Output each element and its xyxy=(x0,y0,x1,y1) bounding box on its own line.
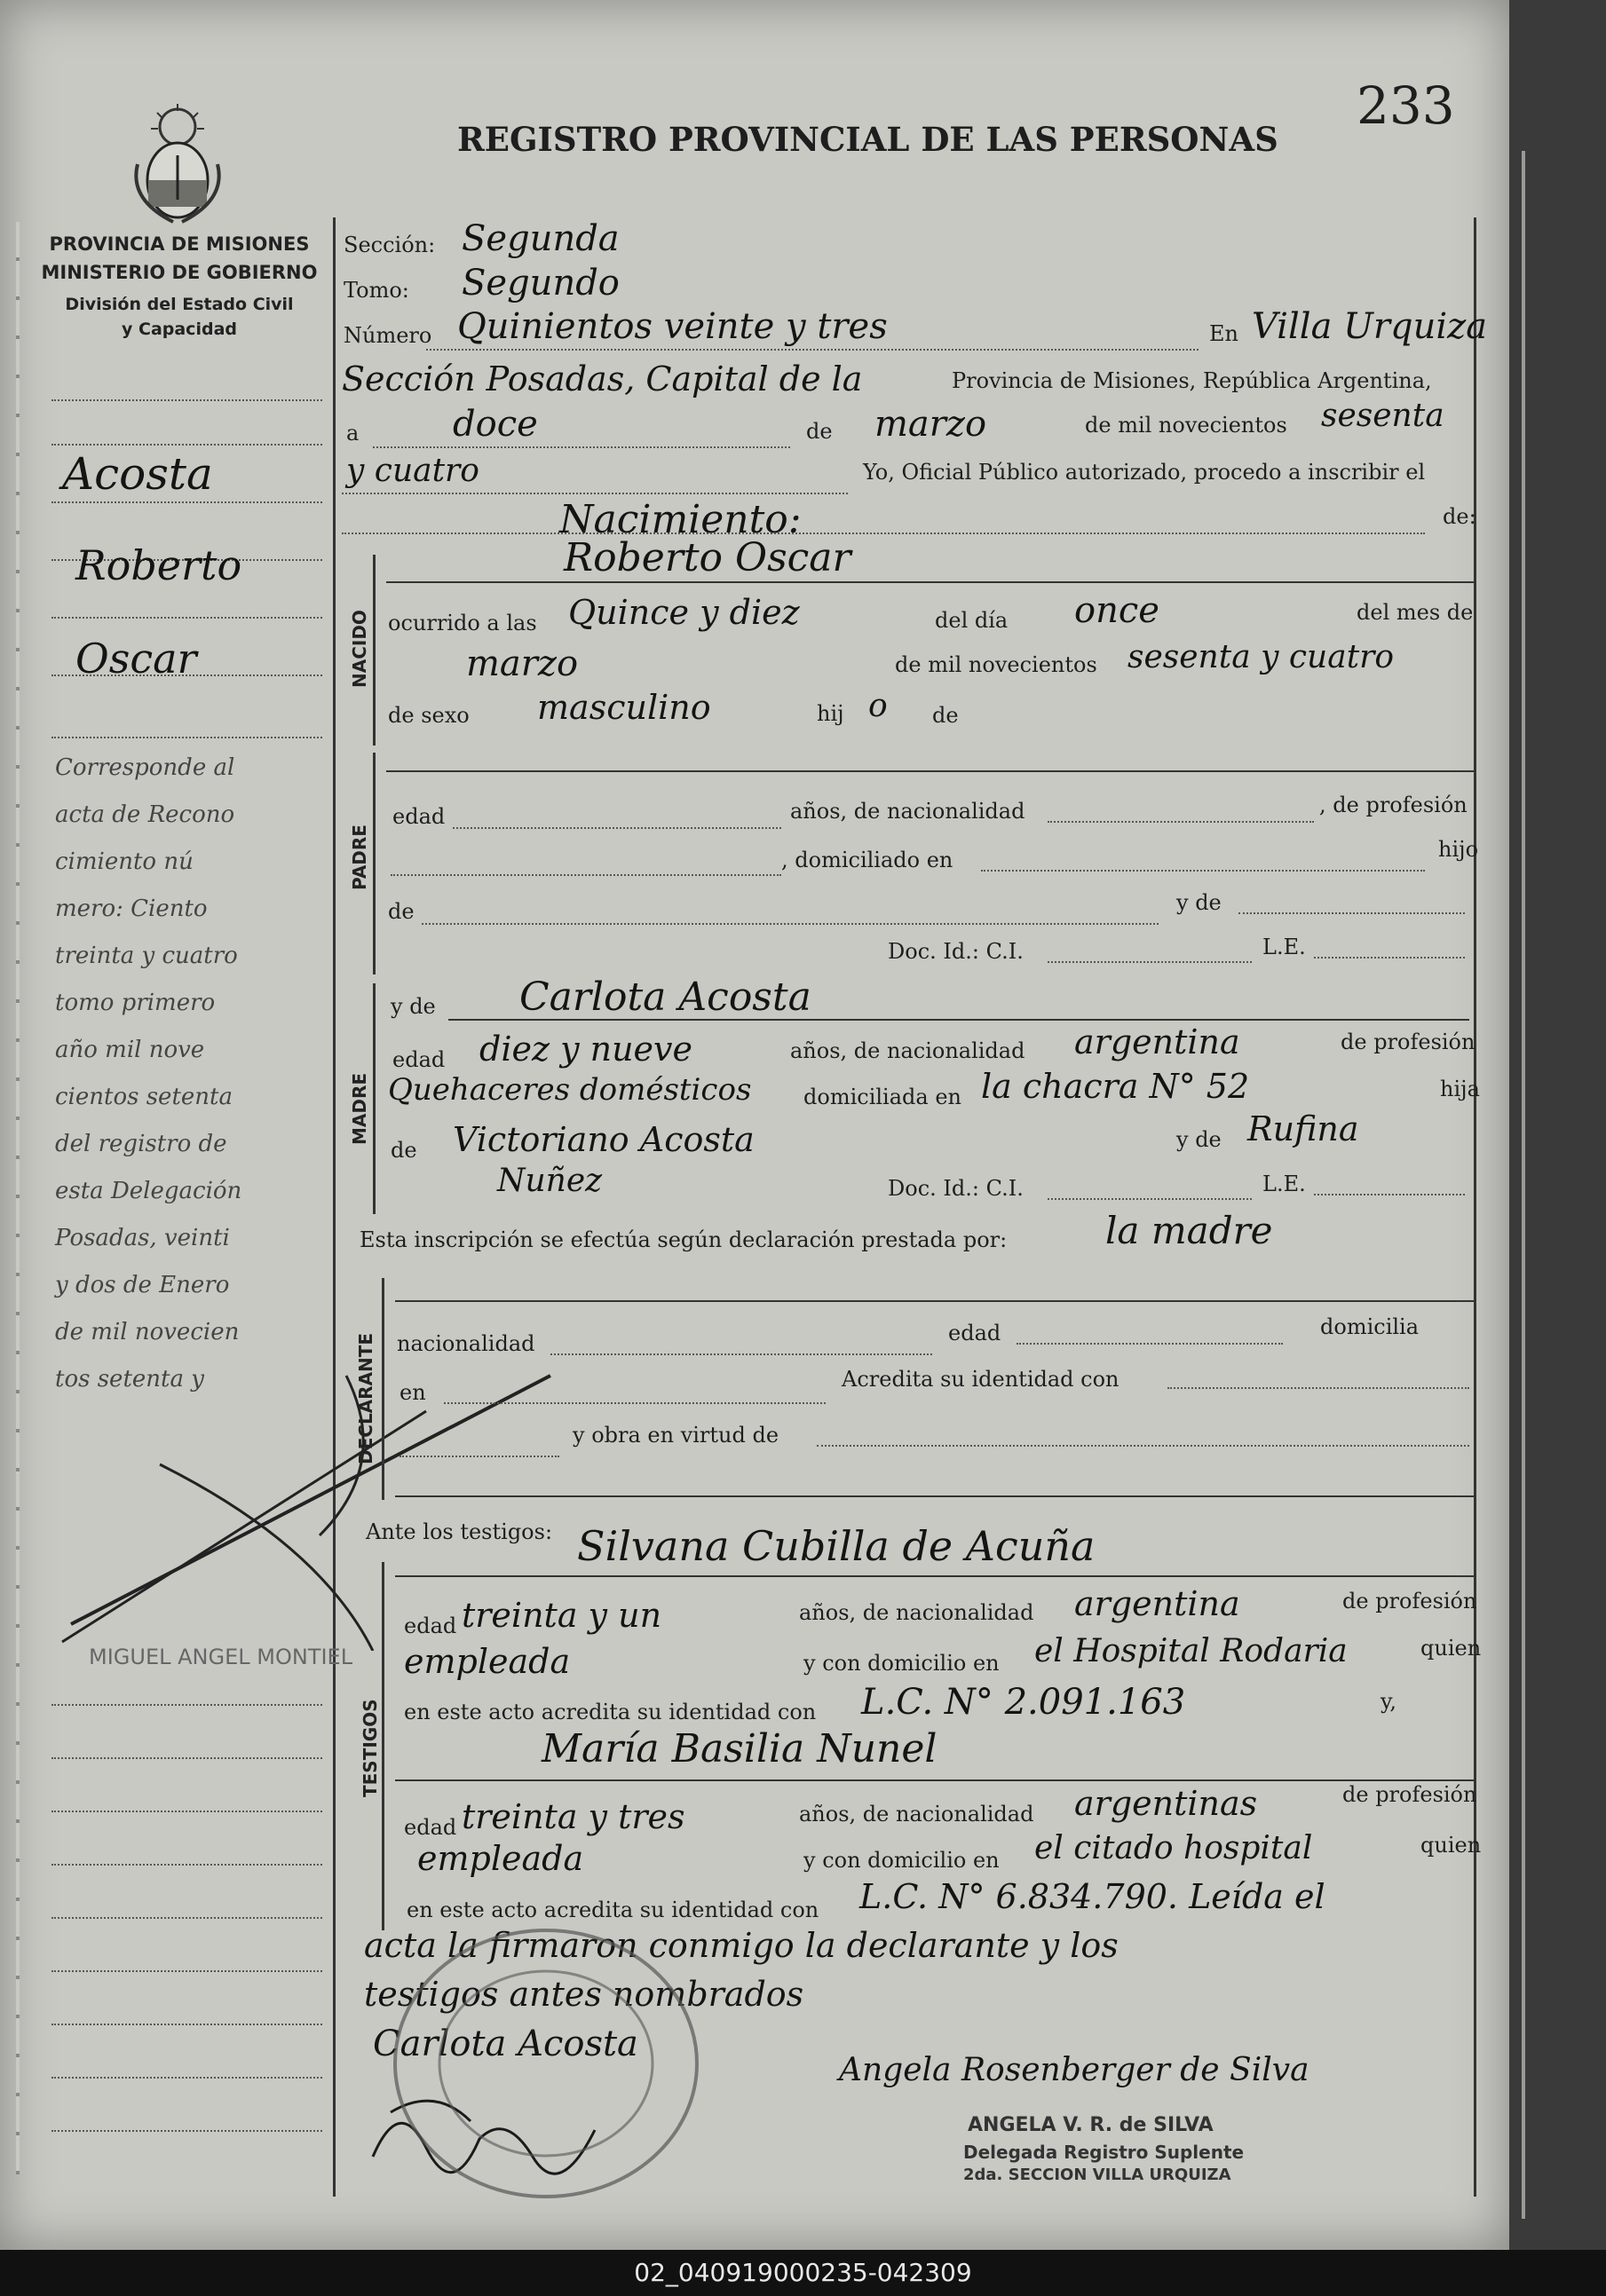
testigo-2-nombre: María Basilia Nunel xyxy=(542,1726,937,1771)
testigo-1-edad: treinta y un xyxy=(462,1596,662,1635)
province-heading: PROVINCIA DE MISIONES xyxy=(49,233,310,255)
mes-value: marzo xyxy=(874,404,987,445)
margin-stamp: MIGUEL ANGEL MONTIEL xyxy=(89,1645,353,1669)
padre-le-label: L.E. xyxy=(1262,935,1306,959)
madre-hija-label: hija xyxy=(1440,1077,1480,1101)
numero-label: Número xyxy=(344,323,432,348)
testigo-2-edad-label: edad xyxy=(404,1815,457,1840)
padre-domiciliado-label: , domiciliado en xyxy=(781,848,953,872)
padre-edad-line xyxy=(453,827,781,829)
madre-nacionalidad: argentina xyxy=(1074,1022,1240,1061)
inscripcion-text: Esta inscripción se efectúa según declaración prestada por: xyxy=(360,1227,1008,1252)
testigo-2-domicilio: el citado hospital xyxy=(1034,1830,1313,1866)
margin-note-line: de mil novecien xyxy=(55,1319,240,1345)
margin-note-line: tomo primero xyxy=(55,990,216,1016)
hora-value: Quince y diez xyxy=(568,593,800,632)
mil-text: de mil novecientos xyxy=(1085,413,1287,438)
hijo-label: hij xyxy=(817,701,844,726)
padre-le-line xyxy=(1314,957,1465,959)
margin-line xyxy=(51,1917,322,1919)
testigo-1-anios-label: años, de nacionalidad xyxy=(799,1600,1034,1625)
binding-edge xyxy=(16,222,20,2174)
margin-line xyxy=(51,399,322,401)
testigo-2-nacionalidad: argentinas xyxy=(1074,1784,1258,1823)
padre-dom-line xyxy=(981,870,1425,872)
mes-nacimiento: marzo xyxy=(466,643,579,684)
sexo-label: de sexo xyxy=(388,703,470,728)
testigo-2-profesion-label: de profesión xyxy=(1342,1782,1477,1807)
declarante-en-line xyxy=(444,1402,826,1404)
margin-note-line: treinta y cuatro xyxy=(55,943,238,969)
margin-surname: Acosta xyxy=(62,448,213,500)
margin-note-line: cimiento nú xyxy=(55,848,194,875)
yo-text: Yo, Oficial Público autorizado, procedo a inscribir el xyxy=(863,460,1426,485)
margin-note-line: Corresponde al xyxy=(55,754,235,781)
madre-label: MADRE xyxy=(349,1072,370,1145)
mil-novecientos-label: de mil novecientos xyxy=(895,652,1097,677)
madre-le-label: L.E. xyxy=(1262,1172,1306,1196)
madre-domicilio: la chacra N° 52 xyxy=(981,1067,1250,1106)
madre-doc-line xyxy=(1048,1198,1252,1200)
declarante-nacionalidad-label: nacionalidad xyxy=(397,1331,535,1356)
padre-hijo-label: hijo xyxy=(1438,837,1479,862)
stamp-line-3: 2da. SECCION VILLA URQUIZA xyxy=(963,2166,1231,2184)
declarante-bracket xyxy=(382,1278,384,1500)
testigo-2-anios-label: años, de nacionalidad xyxy=(799,1802,1034,1827)
anio-value-2: y cuatro xyxy=(346,453,479,489)
margin-line xyxy=(51,617,322,619)
padre-de-label: de xyxy=(388,899,415,924)
acto-line xyxy=(342,533,1425,534)
padre-anios-label: años, de nacionalidad xyxy=(790,799,1025,824)
scan-right-border xyxy=(1509,0,1606,2250)
margin-line xyxy=(51,1970,322,1972)
division-heading: División del Estado Civil xyxy=(65,295,294,314)
stamp-line-2: Delegada Registro Suplente xyxy=(963,2142,1245,2163)
ministry-heading: MINISTERIO DE GOBIERNO xyxy=(41,262,318,283)
numero-value: Quinientos veinte y tres xyxy=(457,306,888,347)
anio-value-1: sesenta xyxy=(1321,398,1444,434)
dia-value: doce xyxy=(453,404,538,445)
margin-note-line: mero: Ciento xyxy=(55,896,208,922)
madre-madre-de-1: Rufina xyxy=(1247,1109,1359,1148)
madre-edad: diez y nueve xyxy=(479,1030,693,1069)
padre-edad-label: edad xyxy=(392,804,446,829)
seccion-label: Sección: xyxy=(344,233,436,257)
official-seal-icon xyxy=(382,1917,710,2210)
nacido-label: NACIDO xyxy=(349,610,370,688)
del-dia-label: del día xyxy=(935,608,1009,633)
anio-line xyxy=(342,493,848,494)
dia-nacimiento: once xyxy=(1074,590,1159,631)
testigo-1-quien-label: quien xyxy=(1420,1636,1482,1661)
seccion-localidad: Sección Posadas, Capital de la xyxy=(342,359,863,398)
madre-edad-label: edad xyxy=(392,1047,446,1072)
declarante-domicilia-label: domicilia xyxy=(1320,1314,1420,1339)
testigo-2-domicilio-label: y con domicilio en xyxy=(803,1848,1000,1873)
dia-line xyxy=(373,446,790,448)
madre-bracket xyxy=(373,983,376,1214)
testigo-1-edad-label: edad xyxy=(404,1614,457,1638)
margin-name-1: Roberto xyxy=(75,541,242,589)
margin-note-line: acta de Recono xyxy=(55,801,235,828)
capacity-heading: y Capacidad xyxy=(122,320,237,339)
en-value: Villa Urquiza xyxy=(1252,306,1488,347)
declarante-acredita-label: Acredita su identidad con xyxy=(842,1367,1119,1392)
testigo-1-acredita-label: en este acto acredita su identidad con xyxy=(404,1700,817,1724)
madre-de-label: de xyxy=(391,1138,417,1163)
margin-name-2: Oscar xyxy=(75,635,197,682)
file-id-footer: 02_040919000235-042309 xyxy=(0,2250,1606,2296)
en-label: En xyxy=(1209,321,1238,346)
testigo-2-quien-label: quien xyxy=(1420,1833,1482,1858)
padre-de-line xyxy=(422,923,1159,925)
margin-line xyxy=(51,2024,322,2025)
declarante-obra-label: y obra en virtud de xyxy=(573,1423,779,1448)
nacido-bracket xyxy=(373,555,376,746)
testigo-2-nombre-line xyxy=(395,1779,1474,1781)
padre-nac-line xyxy=(1048,821,1314,823)
nacido-de-label: de xyxy=(932,703,959,728)
seccion-value: Segunda xyxy=(462,218,620,259)
testigo-2-acredita-label: en este acto acredita su identidad con xyxy=(407,1898,819,1922)
madre-y-de2-label: y de xyxy=(1176,1127,1222,1152)
madre-nombre-line xyxy=(448,1019,1469,1021)
anio-nacimiento: sesenta y cuatro xyxy=(1127,639,1395,675)
padre-bracket xyxy=(373,753,376,974)
closing-line-1: acta la firmaron conmigo la declarante y los xyxy=(364,1926,1119,1965)
declarante-acredita-line xyxy=(1167,1387,1469,1389)
madre-domiciliada-label: domiciliada en xyxy=(803,1085,961,1109)
page-number: 233 xyxy=(1357,75,1455,136)
madre-y-de-label: y de xyxy=(391,994,436,1019)
testigo-1-nombre-line xyxy=(395,1575,1474,1577)
de-label: de xyxy=(806,419,833,444)
padre-prof-line xyxy=(391,874,781,876)
testigo-1-documento: L.C. N° 2.091.163 xyxy=(861,1682,1186,1723)
madre-anios-label: años, de nacionalidad xyxy=(790,1038,1025,1063)
main-frame-left xyxy=(333,217,336,2197)
margin-line xyxy=(51,1757,322,1759)
testigo-1-profesion: empleada xyxy=(404,1642,571,1681)
document-title: REGISTRO PROVINCIAL DE LAS PERSONAS xyxy=(457,120,1278,159)
padre-y-de-label: y de xyxy=(1176,890,1222,915)
testigo-1-domicilio: el Hospital Rodaria xyxy=(1034,1633,1348,1669)
padre-profesion-label: , de profesión xyxy=(1319,793,1468,817)
testigos-label: TESTIGOS xyxy=(360,1699,381,1797)
margin-line xyxy=(51,2077,322,2079)
padre-doc-line xyxy=(1048,961,1252,963)
testigo-1-y-label: y, xyxy=(1381,1689,1396,1714)
margin-note-line: y dos de Enero xyxy=(55,1272,230,1298)
ante-testigos-label: Ante los testigos: xyxy=(366,1519,553,1544)
nacido-nombre: Roberto Oscar xyxy=(564,535,851,580)
margin-note-line: esta Delegación xyxy=(55,1178,242,1204)
testigo-1-domicilio-label: y con domicilio en xyxy=(803,1651,1000,1676)
testigo-1-nacionalidad: argentina xyxy=(1074,1584,1240,1623)
margin-note-line: cientos setenta xyxy=(55,1084,233,1110)
margin-line xyxy=(51,1864,322,1866)
padre-y-de-line xyxy=(1238,912,1465,914)
a-label: a xyxy=(346,421,360,446)
madre-le-line xyxy=(1314,1194,1465,1195)
testigos-bracket xyxy=(382,1562,384,1930)
madre-profesion: Quehaceres domésticos xyxy=(388,1072,752,1108)
testigo-2-documento: L.C. N° 6.834.790. Leída el xyxy=(859,1877,1325,1916)
sexo-value: masculino xyxy=(537,688,711,727)
margin-line xyxy=(51,737,322,738)
declarante-nac-line xyxy=(550,1353,932,1355)
padre-label: PADRE xyxy=(349,825,370,890)
closing-line-2: testigos antes nombrados xyxy=(364,1975,804,2014)
hijo-value: o xyxy=(868,688,888,724)
margin-note-line: Posadas, veinti xyxy=(55,1225,230,1251)
madre-profesion-label: de profesión xyxy=(1341,1030,1475,1054)
margin-line xyxy=(51,1704,322,1706)
margin-line xyxy=(51,444,322,446)
margin-line xyxy=(51,1811,322,1812)
testigo-2-edad: treinta y tres xyxy=(462,1797,685,1836)
madre-doc-label: Doc. Id.: C.I. xyxy=(888,1176,1024,1201)
del-mes-label: del mes de xyxy=(1357,600,1474,625)
coat-of-arms-icon xyxy=(129,102,226,226)
declarante-line-2 xyxy=(400,1456,559,1457)
declarante-label: DECLARANTE xyxy=(355,1332,376,1464)
testigo-2-profesion: empleada xyxy=(417,1839,584,1878)
stamp-line-1: ANGELA V. R. de SILVA xyxy=(968,2114,1214,2136)
declarante-en-label: en xyxy=(400,1380,426,1405)
declarante-bottom-line xyxy=(395,1495,1474,1497)
de-colon-label: de: xyxy=(1443,504,1476,529)
acto-value: Nacimiento: xyxy=(559,497,802,542)
signature-oficial: Angela Rosenberger de Silva xyxy=(839,2052,1309,2088)
declarante-edad-label: edad xyxy=(948,1321,1001,1345)
margin-note-line: año mil nove xyxy=(55,1037,205,1063)
tomo-label: Tomo: xyxy=(344,278,409,303)
padre-top-line xyxy=(386,770,1474,772)
madre-nombre: Carlota Acosta xyxy=(519,974,811,1020)
testigo-1-nombre: Silvana Cubilla de Acuña xyxy=(577,1522,1096,1570)
nacido-nombre-line xyxy=(386,581,1474,583)
margin-line xyxy=(51,2130,322,2132)
declarante-top-line xyxy=(395,1300,1474,1302)
declarante-edad-line xyxy=(1017,1343,1283,1345)
inscripcion-declarante: la madre xyxy=(1105,1209,1273,1252)
declarante-obra-line xyxy=(817,1445,1469,1447)
margin-note-line: del registro de xyxy=(55,1131,227,1157)
signature-declarante: Carlota Acosta xyxy=(373,2024,638,2064)
ocurrido-label: ocurrido a las xyxy=(388,611,537,635)
margin-line xyxy=(51,501,322,503)
numero-line xyxy=(426,349,1199,351)
testigo-1-profesion-label: de profesión xyxy=(1342,1589,1477,1614)
padre-doc-label: Doc. Id.: C.I. xyxy=(888,939,1024,964)
madre-madre-de-2: Nuñez xyxy=(497,1163,603,1199)
provincia-text: Provincia de Misiones, República Argentina, xyxy=(952,368,1432,393)
madre-padre-de: Victoriano Acosta xyxy=(453,1120,755,1159)
margin-note-line: tos setenta y xyxy=(55,1366,204,1393)
tomo-value: Segundo xyxy=(462,263,620,304)
